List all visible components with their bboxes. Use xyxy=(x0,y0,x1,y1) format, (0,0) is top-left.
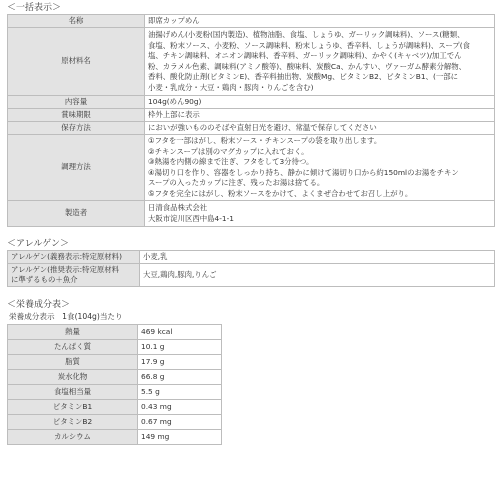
nutrition-label-vitamin-b2: ビタミンB2 xyxy=(8,415,138,430)
table-row xyxy=(8,340,222,355)
row-label-ingredients: 原材料名 xyxy=(8,28,145,96)
table-row xyxy=(8,201,495,227)
nutrition-heading: ＜栄養成分表＞ xyxy=(7,300,71,310)
nutrition-label-protein: たんぱく質 xyxy=(8,340,138,355)
nutrition-label-salt: 食塩相当量 xyxy=(8,385,138,400)
row-value-ingredients: 油揚げめん(小麦粉(国内製造)、植物油脂、食塩、しょうゆ、ガーリック調味料)、ソース(糖類、 食塩、粉末ソース、小麦粉、ソース調味料、粉末しょうゆ、香辛料、しょうが調味料)、スープ(食 塩、チキン調味料、オニオン調味料、香辛料、ガーリック調味料)、かやく(キャベツ)/加工でん 粉、カラメル色素、調味料(アミノ酸等)、酸味料、炭酸Ca、かんすい、ヴァーガム酵素分解物、 香料、酸化防止剤(ビタミンE)、香辛料抽出物、炭酸Mg、ビタミンB2、ビタミンB1、(一部に 小麦・乳成分・大豆・鶏肉・豚肉・りんごを含む) xyxy=(145,28,495,96)
nutrition-value-energy: 469 kcal xyxy=(138,325,222,340)
table-row xyxy=(8,415,222,430)
allergy-value-recommended: 大豆,鶏肉,豚肉,りんご xyxy=(140,264,495,287)
nutrition-value-vitamin-b1: 0.43 mg xyxy=(138,400,222,415)
table-row xyxy=(8,96,495,109)
table-row xyxy=(8,430,222,445)
table-row xyxy=(8,28,495,96)
row-value-content: 104g(めん90g) xyxy=(145,96,495,109)
nutrition-table xyxy=(7,324,222,445)
allergy-label-recommended: アレルゲン(推奨表示:特定原材料 に準ずるもの＋魚介 xyxy=(8,264,140,287)
row-value-manufacturer: 日清食品株式会社 大阪市淀川区西中島4-1-1 xyxy=(145,201,495,227)
allergy-value-mandatory: 小麦,乳 xyxy=(140,251,495,264)
row-label-name: 名称 xyxy=(8,15,145,28)
summary-table xyxy=(7,14,495,227)
allergy-label-mandatory: アレルゲン(義務表示:特定原材料) xyxy=(8,251,140,264)
table-row xyxy=(8,385,222,400)
row-value-cooking: ①フタを一部はがし、粉末ソース・チキンスープの袋を取り出します。 ②チキンスープは別のマグカップに入れておく。 ③熱湯を内側の線まで注ぎ、フタをして3分待つ。 ④湯切り口を作り、容器をしっかり持ち、静かに傾けて湯切り口から約150mlのお湯をチキン スープの入ったカップに注ぎ、残ったお湯は捨てる。 ⑤フタを完全にはがし、粉末ソースをかけて、よくまぜ合わせてお召し上がり。 xyxy=(145,135,495,201)
table-row xyxy=(8,355,222,370)
nutrition-label-calcium: カルシウム xyxy=(8,430,138,445)
nutrition-value-protein: 10.1 g xyxy=(138,340,222,355)
row-label-cooking: 調理方法 xyxy=(8,135,145,201)
table-row xyxy=(8,264,495,287)
table-row xyxy=(8,15,495,28)
nutrition-serving-note: 栄養成分表示 1食(104g)当たり xyxy=(9,312,123,321)
allergy-table xyxy=(7,250,495,287)
nutrition-label-energy: 熱量 xyxy=(8,325,138,340)
table-row xyxy=(8,400,222,415)
row-label-expiry: 賞味期限 xyxy=(8,109,145,122)
table-row xyxy=(8,370,222,385)
row-label-manufacturer: 製造者 xyxy=(8,201,145,227)
table-row xyxy=(8,109,495,122)
row-value-expiry: 枠外上部に表示 xyxy=(145,109,495,122)
row-value-name: 即席カップめん xyxy=(145,15,495,28)
table-row xyxy=(8,325,222,340)
nutrition-value-salt: 5.5 g xyxy=(138,385,222,400)
row-label-content: 内容量 xyxy=(8,96,145,109)
nutrition-value-vitamin-b2: 0.67 mg xyxy=(138,415,222,430)
summary-heading: ＜一括表示＞ xyxy=(7,3,62,13)
table-row xyxy=(8,251,495,264)
table-row xyxy=(8,122,495,135)
row-value-storage: においが強いもののそばや直射日光を避け、常温で保存してください xyxy=(145,122,495,135)
nutrition-value-carbohydrate: 66.8 g xyxy=(138,370,222,385)
nutrition-value-calcium: 149 mg xyxy=(138,430,222,445)
nutrition-label-carbohydrate: 炭水化物 xyxy=(8,370,138,385)
table-row xyxy=(8,135,495,201)
nutrition-value-fat: 17.9 g xyxy=(138,355,222,370)
nutrition-label-fat: 脂質 xyxy=(8,355,138,370)
row-label-storage: 保存方法 xyxy=(8,122,145,135)
nutrition-label-vitamin-b1: ビタミンB1 xyxy=(8,400,138,415)
allergy-heading: ＜アレルゲン＞ xyxy=(7,239,70,249)
